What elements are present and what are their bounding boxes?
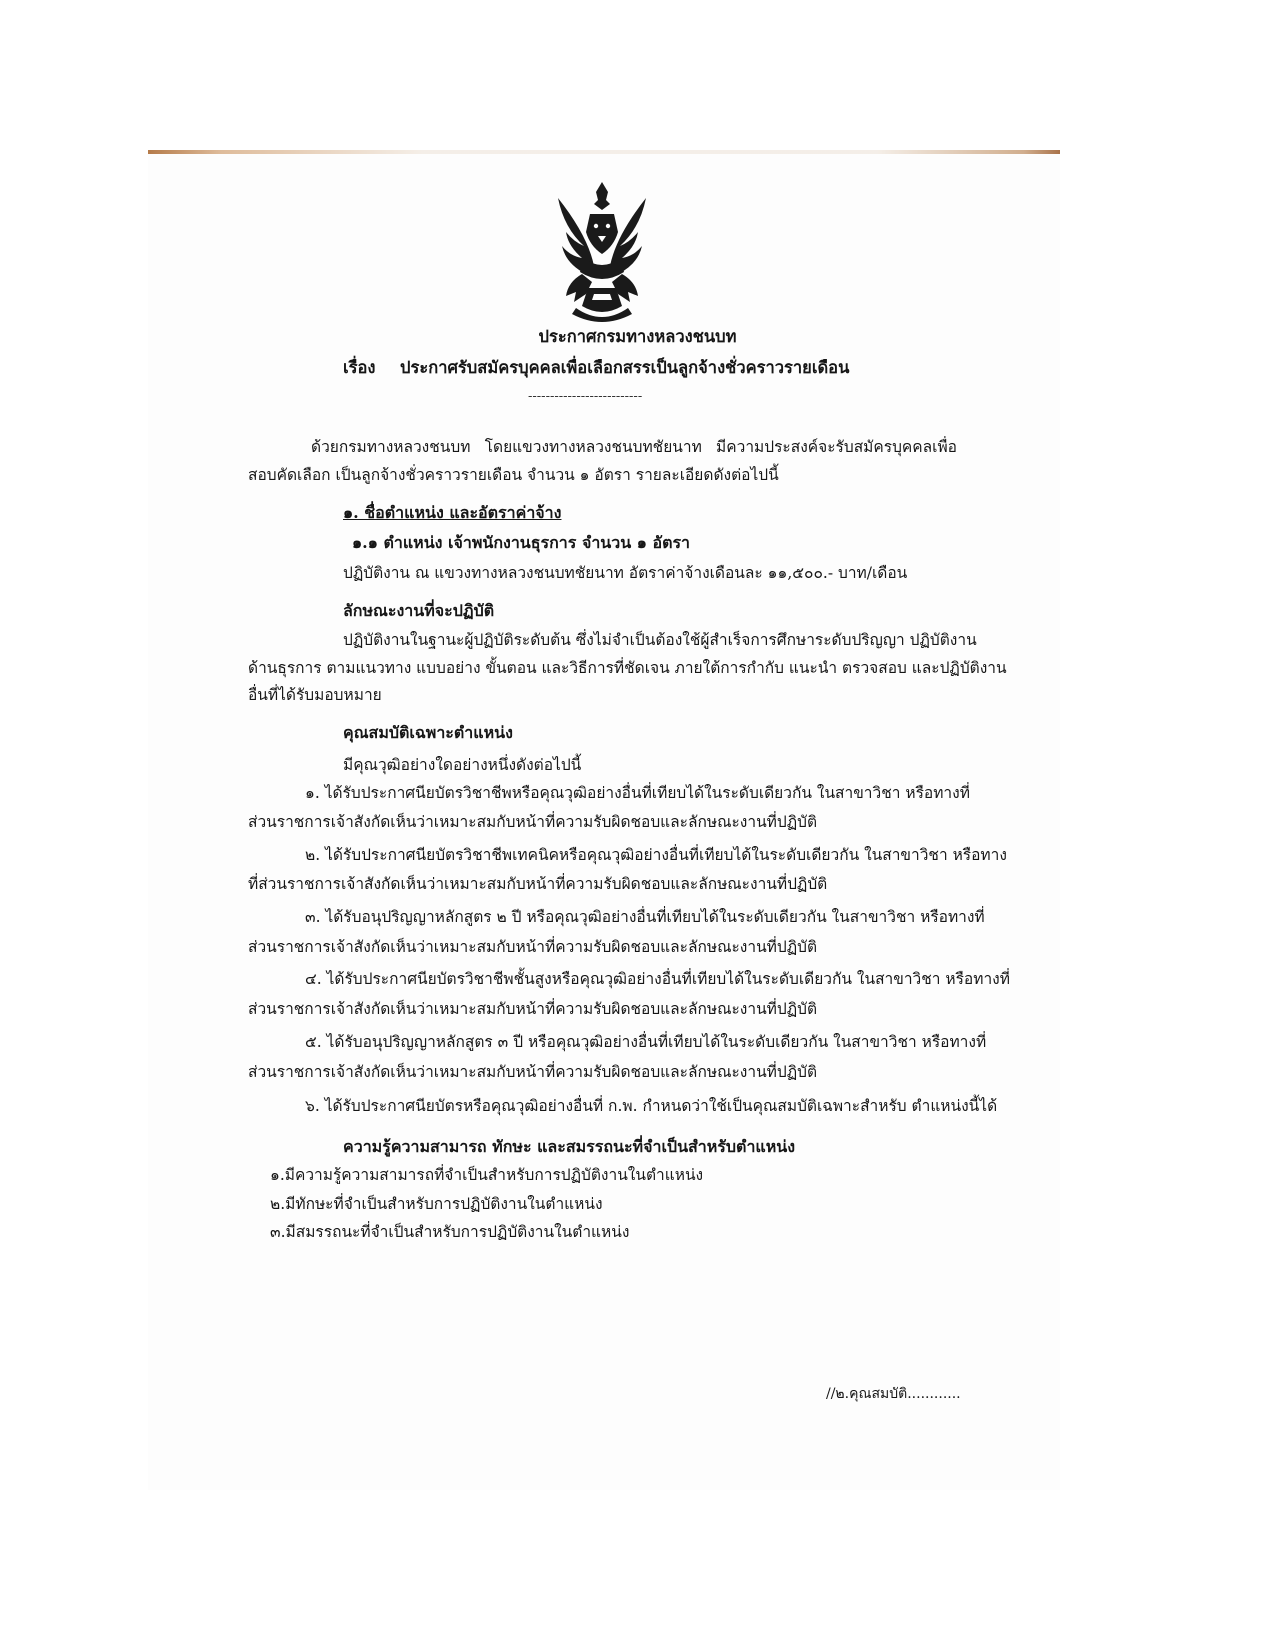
qualification-item-4: ๔. ได้รับประกาศนียบัตรวิชาชีพชั้นสูงหรือคุณวุฒิอย่างอื่นที่เทียบได้ในระดับเดียวกัน ในสาขาวิชา หรือทางที่ <box>305 970 1010 988</box>
garuda-emblem-icon <box>548 178 656 326</box>
qualification-item-1: ๑. ได้รับประกาศนียบัตรวิชาชีพหรือคุณวุฒิอย่างอื่นที่เทียบได้ในระดับเดียวกัน ในสาขาวิชา หรือทางที่ <box>305 784 970 802</box>
workplace-rate: ปฏิบัติงาน ณ แขวงทางหลวงชนบทชัยนาท อัตราค่าจ้างเดือนละ ๑๑,๕๐๐.- บาท/เดือน <box>343 564 908 582</box>
competency-item-3: ๓.มีสมรรถนะที่จำเป็นสำหรับการปฏิบัติงานในตำแหน่ง <box>270 1223 630 1241</box>
continuation-note: //๒.คุณสมบัติ............ <box>826 1386 961 1402</box>
divider: -------------------------- <box>528 389 643 404</box>
duties-line-1: ปฏิบัติงานในฐานะผู้ปฏิบัติระดับต้น ซึ่งไม่จำเป็นต้องใช้ผู้สำเร็จการศึกษาระดับปริญญา ปฏิบัติงาน <box>343 631 977 649</box>
intro-line-1: ด้วยกรมทางหลวงชนบท โดยแขวงทางหลวงชนบทชัยนาท มีความประสงค์จะรับสมัครบุคคลเพื่อ <box>311 438 957 456</box>
scan-edge <box>148 150 1060 154</box>
qualifications-heading: คุณสมบัติเฉพาะตำแหน่ง <box>343 723 513 742</box>
section-1-heading: ๑. ชื่อตำแหน่ง และอัตราค่าจ้าง <box>343 503 562 522</box>
competency-item-1: ๑.มีความรู้ความสามารถที่จำเป็นสำหรับการปฏิบัติงานในตำแหน่ง <box>270 1166 704 1184</box>
qualification-item-3: ๓. ได้รับอนุปริญญาหลักสูตร ๒ ปี หรือคุณวุฒิอย่างอื่นที่เทียบได้ในระดับเดียวกัน ในสาขาวิชา หรือทางที่ <box>305 908 985 926</box>
position-title: ๑.๑ ตำแหน่ง เจ้าพนักงานธุรการ จำนวน ๑ อัตรา <box>352 533 691 552</box>
subject-text: ประกาศรับสมัครบุคคลเพื่อเลือกสรรเป็นลูกจ้างชั่วคราวรายเดือน <box>400 358 850 377</box>
qualification-item-2: ๒. ได้รับประกาศนียบัตรวิชาชีพเทคนิคหรือคุณวุฒิอย่างอื่นที่เทียบได้ในระดับเดียวกัน ในสาขาวิชา หรือทาง <box>305 846 1007 864</box>
duties-heading: ลักษณะงานที่จะปฏิบัติ <box>343 601 495 620</box>
qualification-item-5-cont: ส่วนราชการเจ้าสังกัดเห็นว่าเหมาะสมกับหน้าที่ความรับผิดชอบและลักษณะงานที่ปฏิบัติ <box>248 1063 818 1081</box>
page-title: ประกาศกรมทางหลวงชนบท <box>538 327 737 346</box>
qualification-item-2-cont: ที่ส่วนราชการเจ้าสังกัดเห็นว่าเหมาะสมกับหน้าที่ความรับผิดชอบและลักษณะงานที่ปฏิบัติ <box>248 875 828 893</box>
intro-line-2: สอบคัดเลือก เป็นลูกจ้างชั่วคราวรายเดือน จำนวน ๑ อัตรา รายละเอียดดังต่อไปนี้ <box>248 466 779 484</box>
qualification-item-5: ๕. ได้รับอนุปริญญาหลักสูตร ๓ ปี หรือคุณวุฒิอย่างอื่นที่เทียบได้ในระดับเดียวกัน ในสาขาวิชา หรือทางที่ <box>305 1033 987 1051</box>
competency-heading: ความรู้ความสามารถ ทักษะ และสมรรถนะที่จำเป็นสำหรับตำแหน่ง <box>343 1137 796 1156</box>
qualifications-intro: มีคุณวุฒิอย่างใดอย่างหนึ่งดังต่อไปนี้ <box>343 756 582 774</box>
subject-label: เรื่อง <box>343 358 376 377</box>
duties-line-2: ด้านธุรการ ตามแนวทาง แบบอย่าง ขั้นตอน และวิธีการที่ชัดเจน ภายใต้การกำกับ แนะนำ ตรวจสอบ และปฏิบัติงาน <box>248 659 1007 677</box>
qualification-item-1-cont: ส่วนราชการเจ้าสังกัดเห็นว่าเหมาะสมกับหน้าที่ความรับผิดชอบและลักษณะงานที่ปฏิบัติ <box>248 813 818 831</box>
duties-line-3: อื่นที่ได้รับมอบหมาย <box>248 686 382 704</box>
qualification-item-3-cont: ส่วนราชการเจ้าสังกัดเห็นว่าเหมาะสมกับหน้าที่ความรับผิดชอบและลักษณะงานที่ปฏิบัติ <box>248 938 818 956</box>
qualification-item-4-cont: ส่วนราชการเจ้าสังกัดเห็นว่าเหมาะสมกับหน้าที่ความรับผิดชอบและลักษณะงานที่ปฏิบัติ <box>248 1000 818 1018</box>
qualification-item-6: ๖. ได้รับประกาศนียบัตรหรือคุณวุฒิอย่างอื่นที่ ก.พ. กำหนดว่าใช้เป็นคุณสมบัติเฉพาะสำหรับ ตำแหน่งนี้ได้ <box>305 1097 998 1115</box>
competency-item-2: ๒.มีทักษะที่จำเป็นสำหรับการปฏิบัติงานในตำแหน่ง <box>270 1195 603 1213</box>
